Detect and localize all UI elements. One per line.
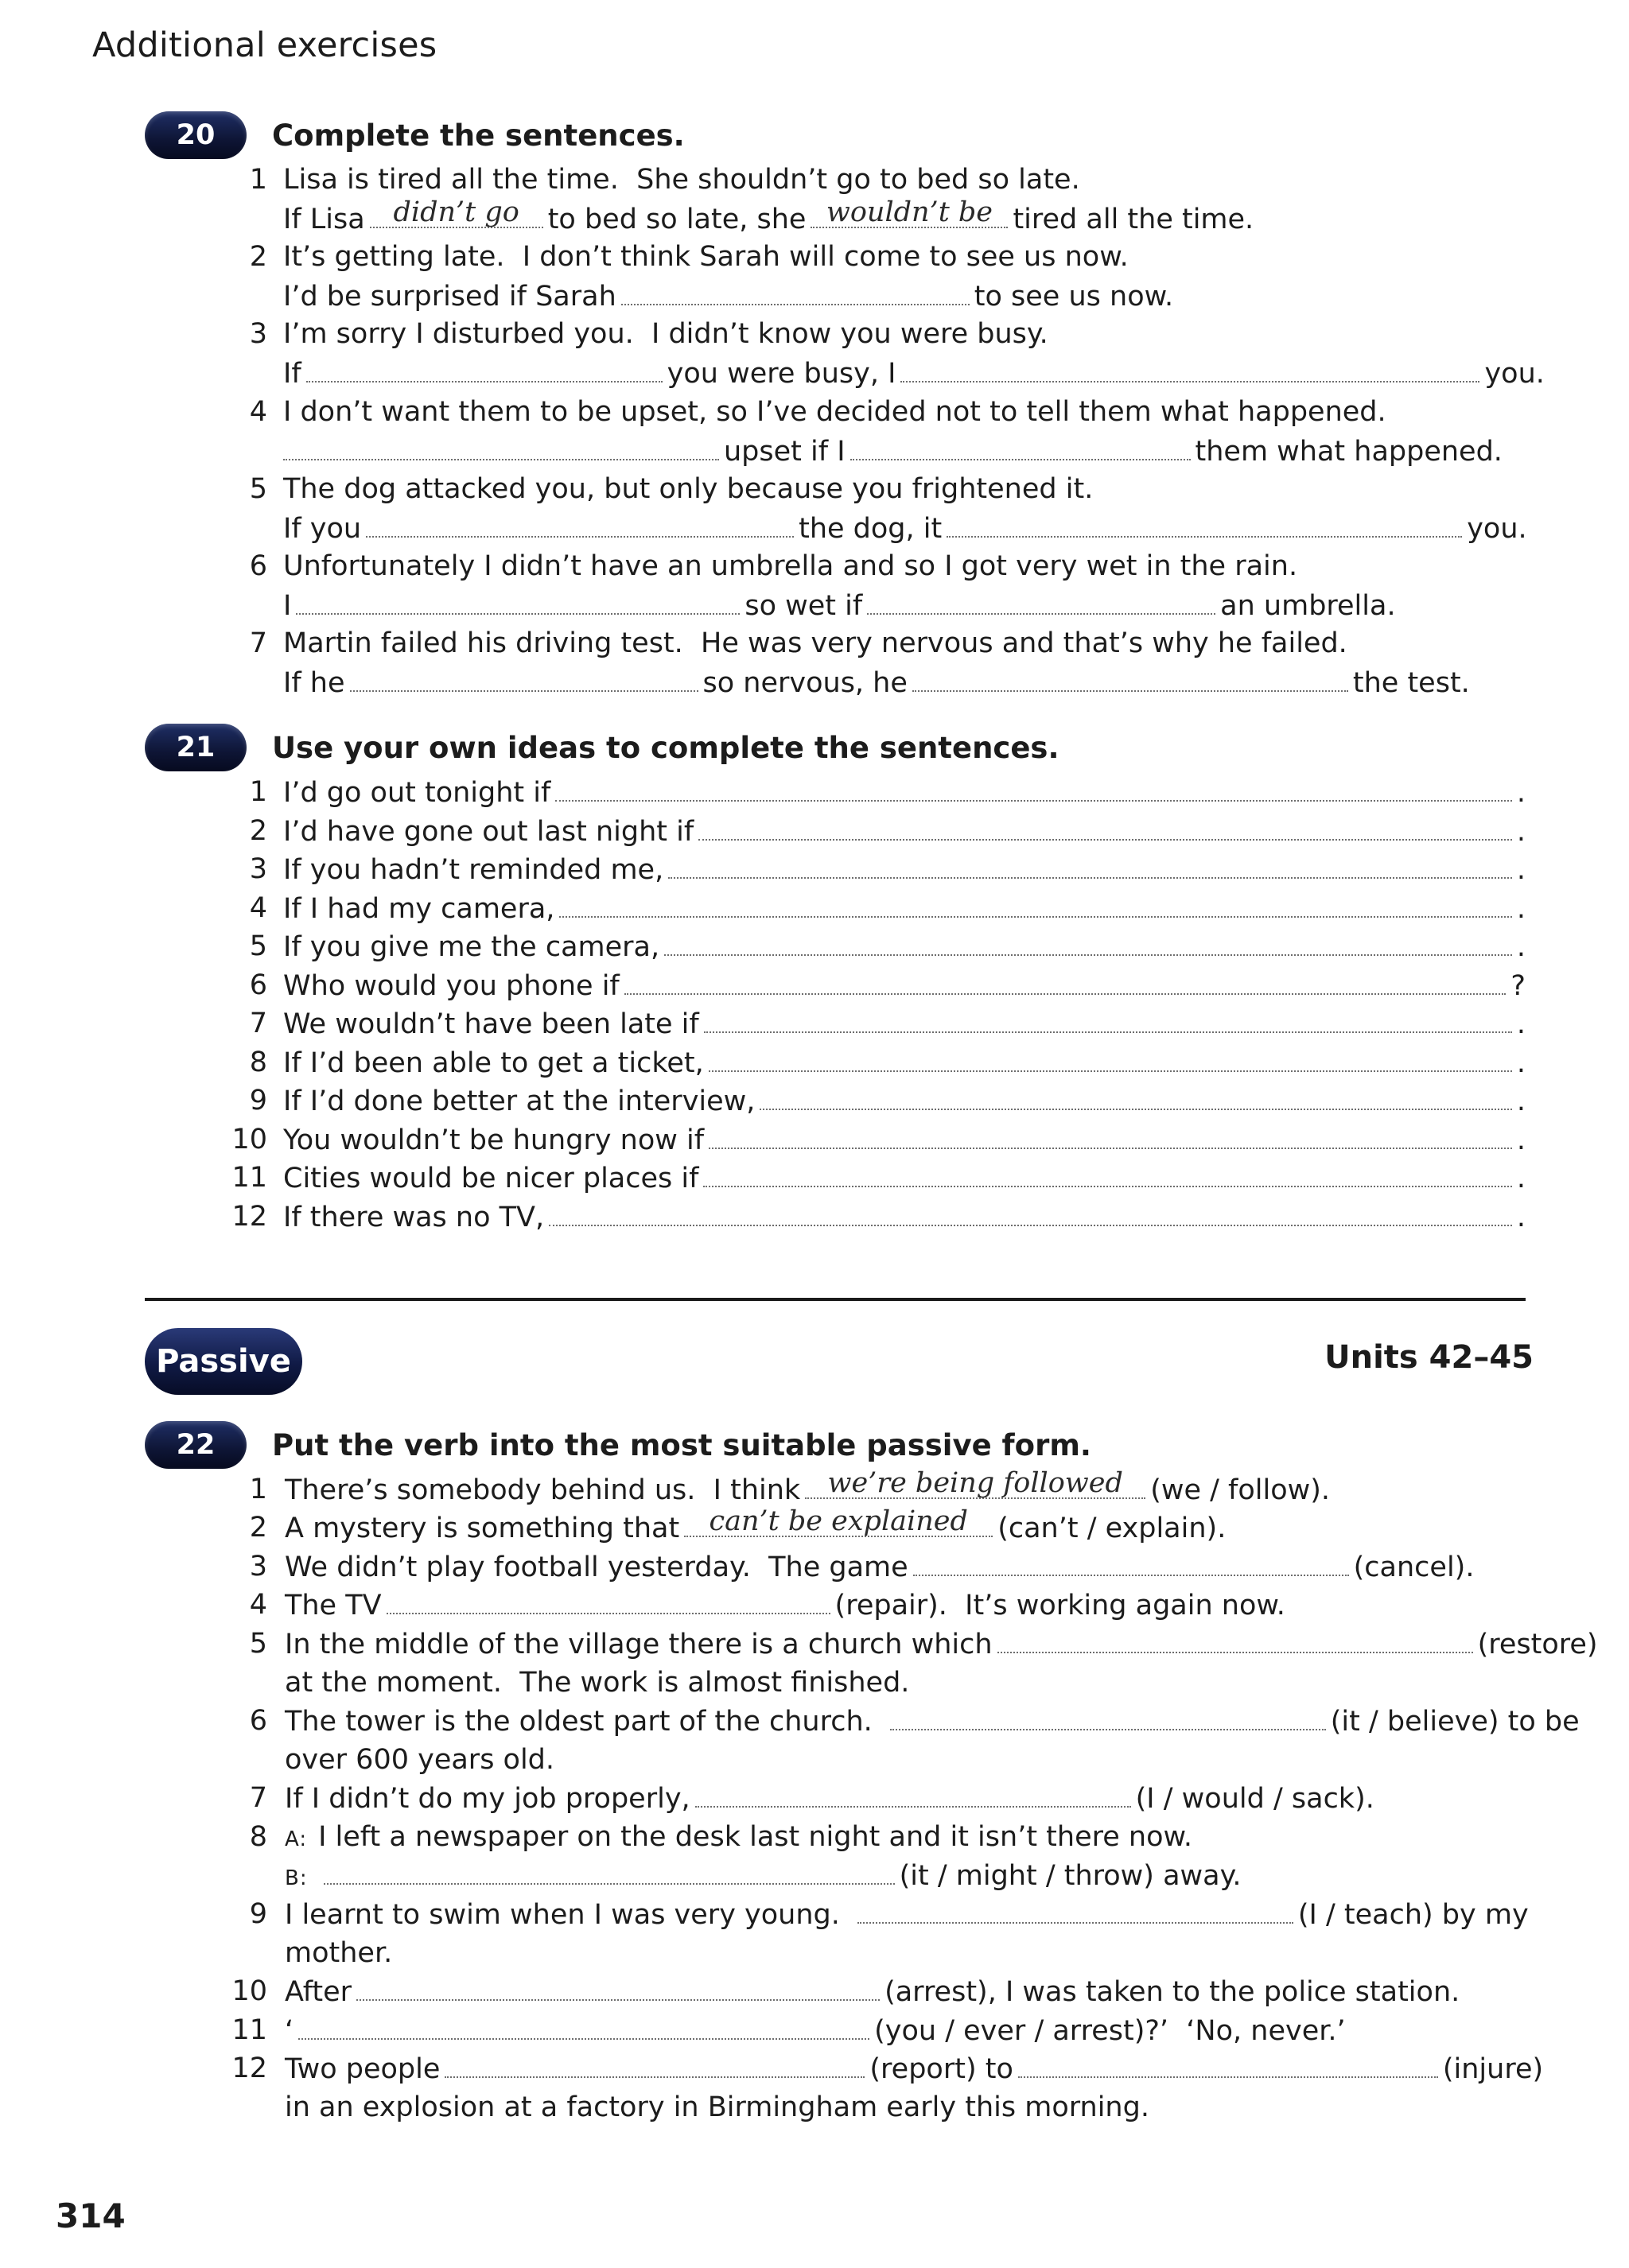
answer-blank[interactable] (549, 1201, 1512, 1226)
answer-blank[interactable] (664, 930, 1512, 956)
item-number: 8 (249, 1821, 267, 1853)
item-number: 4 (249, 1589, 267, 1621)
item-text: After (285, 1976, 352, 2008)
item-number: 6 (249, 550, 267, 582)
item-number: 2 (249, 241, 267, 273)
item-text: I left a newspaper on the desk last night and it isn’t there now. (318, 1821, 1193, 1853)
answer-blank[interactable] (356, 1975, 880, 2001)
item-text: (can’t / explain). (997, 1513, 1227, 1544)
item-text: so wet if (745, 590, 863, 622)
item-prompt: If you give me the camera, (283, 931, 660, 963)
item-prompt: I’d go out tonight if (283, 777, 551, 809)
answer-blank[interactable] (912, 666, 1348, 692)
answer-blank[interactable] (350, 666, 698, 692)
item-number: 10 (231, 1975, 267, 2007)
item-text: There’s somebody behind us. I think (285, 1474, 801, 1506)
item-end-punctuation: . (1516, 1201, 1526, 1233)
item-text: to bed so late, she (547, 204, 807, 235)
answer-blank[interactable] (890, 1705, 1326, 1730)
section-divider (145, 1298, 1526, 1301)
item-text: In the middle of the village there is a church which (285, 1629, 993, 1660)
answer-blank[interactable] (703, 1162, 1511, 1187)
item-prompt: Unfortunately I didn’t have an umbrella and so I got very wet in the rain. (283, 550, 1298, 582)
answer-blank[interactable] (555, 776, 1512, 802)
item-text: The tower is the oldest part of the church. (285, 1706, 873, 1738)
item-text: If (283, 358, 301, 390)
answer-blank[interactable] (684, 1505, 993, 1537)
answer-blank[interactable] (857, 1898, 1293, 1924)
item-text: in an explosion at a factory in Birmingham early this morning. (285, 2091, 1149, 2123)
answer-blank[interactable] (709, 1124, 1512, 1149)
exercise-22-header (145, 1419, 1091, 1471)
item-text: (I / teach) by my (1297, 1899, 1529, 1931)
item-text: If I didn’t do my job properly, (285, 1783, 690, 1815)
page-title: Additional exercises (92, 25, 437, 65)
item-prompt: We wouldn’t have been late if (283, 1008, 699, 1040)
answer-blank[interactable] (445, 2052, 865, 2078)
answer-blank[interactable] (704, 1008, 1512, 1033)
item-number: 4 (249, 396, 267, 428)
item-number: 9 (249, 1898, 267, 1930)
item-text: an umbrella. (1220, 590, 1396, 622)
item-number: 5 (249, 473, 267, 505)
item-number: 2 (249, 1512, 267, 1544)
exercise-number-badge: 21 (145, 724, 247, 771)
item-prompt: I don’t want them to be upset, so I’ve decided not to tell them what happened. (283, 396, 1386, 428)
answer-blank[interactable] (559, 892, 1511, 918)
answer-blank[interactable] (370, 196, 543, 228)
item-end-punctuation: . (1516, 931, 1526, 963)
item-end-punctuation: . (1516, 1124, 1526, 1156)
answer-blank[interactable] (695, 1782, 1131, 1808)
item-text: We didn’t play football yesterday. The game (285, 1551, 908, 1583)
answer-blank[interactable] (913, 1551, 1349, 1576)
item-number: 5 (249, 1628, 267, 1660)
item-text: I (283, 590, 292, 622)
item-text: the test. (1352, 667, 1470, 699)
item-text: Two people (285, 2053, 441, 2085)
page-number: 314 (56, 2196, 126, 2235)
exercise-20-header (145, 109, 685, 161)
answer-blank[interactable] (324, 1859, 895, 1885)
item-text: I learnt to swim when I was very young. (285, 1899, 840, 1931)
item-number: 1 (249, 1474, 267, 1505)
item-number: 7 (249, 1782, 267, 1814)
example-answer: wouldn’t be (826, 196, 993, 228)
item-prompt: I’m sorry I disturbed you. I didn’t know you were busy. (283, 318, 1048, 350)
item-prompt: If I had my camera, (283, 892, 555, 925)
item-text: If you (283, 513, 362, 545)
item-prompt: If I’d been able to get a ticket, (283, 1047, 704, 1079)
item-text: them what happened. (1195, 436, 1503, 468)
item-number: 1 (249, 164, 267, 196)
exercise-instruction: Complete the sentences. (272, 118, 685, 153)
item-text: at the moment. The work is almost finished. (285, 1667, 910, 1699)
item-prompt: Lisa is tired all the time. She shouldn’t go to bed so late. (283, 164, 1080, 196)
item-number: 11 (231, 2014, 267, 2046)
item-number: 7 (249, 1008, 267, 1039)
item-text: tired all the time. (1013, 204, 1254, 235)
speaker-label: B: (285, 1866, 308, 1890)
answer-blank[interactable] (811, 196, 1008, 228)
item-text: (you / ever / arrest)?’ ‘No, never.’ (874, 2015, 1346, 2047)
answer-blank[interactable] (947, 512, 1462, 538)
answer-blank[interactable] (387, 1589, 830, 1614)
item-text: (repair). It’s working again now. (834, 1590, 1285, 1621)
item-text: (arrest), I was taken to the police station. (884, 1976, 1460, 2008)
answer-blank[interactable] (698, 815, 1512, 841)
item-prompt: Cities would be nicer places if (283, 1163, 699, 1194)
item-number: 3 (249, 318, 267, 350)
item-number: 5 (249, 930, 267, 962)
item-prompt: It’s getting late. I don’t think Sarah will come to see us now. (283, 241, 1129, 273)
answer-blank[interactable] (624, 969, 1507, 995)
speaker-label: A: (285, 1827, 308, 1851)
item-number: 7 (249, 627, 267, 659)
item-text: A mystery is something that (285, 1513, 680, 1544)
item-prompt: I’d have gone out last night if (283, 815, 694, 848)
answer-blank[interactable] (709, 1047, 1512, 1072)
item-text: mother. (285, 1937, 393, 1969)
item-prompt: Martin failed his driving test. He was very nervous and that’s why he failed. (283, 627, 1347, 659)
units-reference: Units 42–45 (1324, 1339, 1534, 1376)
item-text: (report) to (869, 2053, 1013, 2085)
item-text: The TV (285, 1590, 382, 1621)
item-text: (it / believe) to be (1330, 1706, 1580, 1738)
item-text: (I / would / sack). (1135, 1783, 1374, 1815)
item-text: (we / follow). (1150, 1474, 1331, 1506)
answer-blank[interactable] (283, 435, 719, 460)
item-text: (it / might / throw) away. (899, 1860, 1242, 1892)
answer-blank[interactable] (850, 435, 1191, 460)
item-prompt: If you hadn’t reminded me, (283, 854, 664, 886)
item-end-punctuation: ? (1510, 969, 1526, 1002)
item-number: 4 (249, 891, 267, 924)
example-answer: didn’t go (393, 196, 519, 228)
item-end-punctuation: . (1516, 854, 1526, 886)
item-end-punctuation: . (1516, 1047, 1526, 1079)
answer-blank[interactable] (621, 280, 970, 305)
answer-blank[interactable] (668, 853, 1512, 879)
answer-blank[interactable] (1018, 2052, 1438, 2078)
item-text: upset if I (724, 436, 846, 468)
item-number: 6 (249, 1705, 267, 1737)
answer-blank[interactable] (805, 1467, 1145, 1499)
answer-blank[interactable] (366, 512, 794, 538)
answer-blank[interactable] (867, 589, 1215, 615)
item-text: If Lisa (283, 204, 365, 235)
answer-blank[interactable] (760, 1085, 1511, 1110)
item-text: ‘ (285, 2015, 294, 2047)
exercise-21-header (145, 721, 1059, 774)
item-number: 12 (231, 2052, 267, 2084)
exercise-number-badge: 20 (145, 111, 247, 159)
item-text: (restore) (1477, 1629, 1598, 1660)
answer-blank[interactable] (296, 589, 740, 615)
item-number: 6 (249, 969, 267, 1001)
section-badge: Passive (145, 1328, 302, 1395)
item-prompt: Who would you phone if (283, 969, 620, 1002)
item-end-punctuation: . (1516, 777, 1526, 809)
item-text: (cancel). (1353, 1551, 1475, 1583)
item-number: 10 (231, 1123, 267, 1155)
item-end-punctuation: . (1516, 1008, 1526, 1040)
item-number: 9 (249, 1085, 267, 1117)
item-number: 3 (249, 853, 267, 885)
item-text: If he (283, 667, 345, 699)
item-number: 11 (231, 1162, 267, 1194)
answer-blank[interactable] (306, 357, 663, 383)
item-prompt: You wouldn’t be hungry now if (283, 1124, 705, 1156)
item-number: 1 (249, 776, 267, 808)
item-number: 2 (249, 814, 267, 847)
item-number: 3 (249, 1551, 267, 1583)
item-text: over 600 years old. (285, 1744, 555, 1776)
item-text: you were busy, I (667, 358, 896, 390)
item-prompt: If there was no TV, (283, 1201, 545, 1233)
example-answer: we’re being followed (827, 1467, 1123, 1499)
exercise-instruction: Use your own ideas to complete the sentences. (272, 730, 1059, 765)
item-number: 8 (249, 1046, 267, 1078)
answer-blank[interactable] (900, 357, 1479, 383)
exercise-number-badge: 22 (145, 1421, 247, 1469)
item-text: I’d be surprised if Sarah (283, 281, 616, 313)
item-prompt: If I’d done better at the interview, (283, 1085, 756, 1117)
item-text: so nervous, he (702, 667, 908, 699)
item-text: to see us now. (974, 281, 1174, 313)
answer-blank[interactable] (997, 1628, 1473, 1653)
answer-blank[interactable] (298, 2014, 869, 2040)
exercise-instruction: Put the verb into the most suitable passive form. (272, 1427, 1091, 1462)
item-end-punctuation: . (1516, 892, 1526, 925)
item-text: the dog, it (799, 513, 943, 545)
item-end-punctuation: . (1516, 1163, 1526, 1194)
item-end-punctuation: . (1516, 1085, 1526, 1117)
item-end-punctuation: . (1516, 815, 1526, 848)
item-text: (injure) (1442, 2053, 1544, 2085)
item-prompt: The dog attacked you, but only because you frightened it. (283, 473, 1094, 505)
example-answer: can’t be explained (709, 1505, 968, 1537)
item-text: you. (1467, 513, 1527, 545)
item-text: you. (1484, 358, 1545, 390)
item-number: 12 (231, 1200, 267, 1233)
